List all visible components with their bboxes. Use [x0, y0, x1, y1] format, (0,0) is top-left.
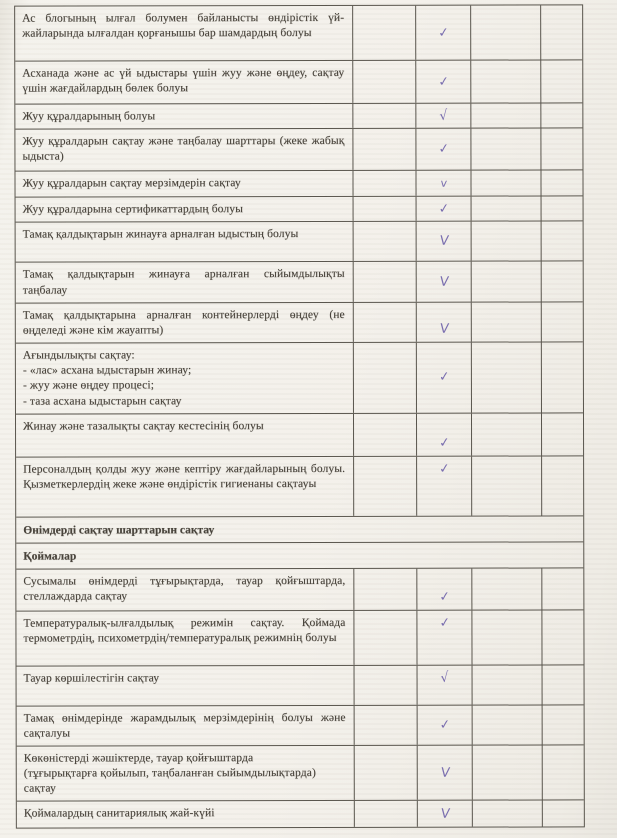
empty-cell	[353, 610, 416, 664]
requirement-text: Жуу құралдарына сертификаттардың болуы	[22, 203, 243, 216]
table-row	[16, 568, 583, 611]
table-row	[15, 60, 582, 104]
handwritten-checkmark: V	[439, 765, 451, 781]
check-cell	[415, 104, 470, 128]
table-row	[16, 197, 583, 223]
empty-cell	[540, 5, 582, 59]
empty-cell	[542, 705, 584, 744]
requirement-text: Персоналдың қолды жуу және кептіру жағдайларының болуы. Қызметкерлердің жеке және өндірістік гигиенаны сақтауы	[23, 462, 346, 491]
requirement-text: Жуу құралдарын сақтау мерзімдерін сақтау	[22, 177, 241, 190]
empty-cell	[472, 705, 542, 744]
requirement-text: Асханада және ас үй ыдыстары үшін жуу және өңдеу, сақтау үшін жағдайлардың бөлек болуы	[22, 66, 345, 95]
handwritten-checkmark: ✓	[436, 24, 450, 41]
empty-cell	[354, 705, 417, 744]
empty-cell	[353, 413, 416, 455]
handwritten-checkmark: ✓	[438, 588, 451, 605]
empty-cell	[353, 262, 416, 301]
requirement-text: Жуу құралдарының болуы	[22, 110, 156, 123]
table-row	[16, 302, 583, 344]
empty-cell	[352, 6, 415, 60]
table-row	[16, 413, 583, 457]
empty-cell	[472, 745, 542, 800]
empty-cell	[470, 60, 540, 102]
empty-cell	[354, 746, 417, 801]
empty-cell	[471, 262, 541, 301]
requirement-text: Тауар көршілестігін сақтау	[23, 671, 160, 685]
empty-cell	[354, 665, 417, 704]
table-row	[16, 342, 583, 414]
handwritten-checkmark: V	[439, 806, 451, 822]
check-cell	[416, 222, 471, 261]
empty-cell	[541, 413, 583, 455]
requirement-text: Тамақ қалдықтарын жинауға арналған сыйымдылықты таңбалау	[22, 268, 345, 297]
empty-cell	[541, 568, 583, 609]
requirement-text: Тамақ қалдықтарын жинауға арналған ыдыстың болуы	[22, 228, 299, 241]
empty-cell	[541, 262, 583, 301]
empty-cell	[541, 222, 583, 261]
empty-cell	[540, 60, 582, 102]
table-row	[16, 262, 583, 304]
table-row	[15, 129, 582, 172]
section-title: Қоймалар	[23, 550, 77, 563]
empty-cell	[352, 61, 415, 103]
requirement-text: Жуу құралдарын сақтау және таңбалау шарттары (жеке жабық ыдыста)	[22, 135, 345, 163]
table-row	[17, 705, 584, 747]
check-cell	[416, 456, 471, 515]
requirement-text: Жинау және тазалықты сақтау кестесінің болуы	[23, 419, 264, 433]
empty-cell	[353, 222, 416, 261]
check-cell	[417, 705, 472, 744]
table-row	[17, 745, 584, 802]
empty-cell	[541, 610, 583, 664]
check-cell	[416, 413, 471, 455]
empty-cell	[353, 568, 416, 609]
requirement-text: Температуралық-ылғалдылық режимін сақтау. Қоймада термометрдің, психометрдің/температуралық режимнің болуы	[23, 616, 346, 645]
check-cell	[416, 302, 471, 341]
empty-cell	[470, 103, 540, 127]
empty-cell	[541, 302, 583, 341]
empty-cell	[540, 171, 582, 196]
check-cell	[416, 197, 471, 221]
table-row	[15, 103, 582, 129]
check-cell	[416, 343, 471, 413]
check-cell	[416, 610, 471, 664]
empty-cell	[541, 456, 583, 515]
section-header-row	[16, 542, 583, 569]
table-row	[17, 665, 584, 706]
requirement-text: Ағындылықты сақтау: - «лас» асхана ыдыстарын жинау; - жуу және өңдеу процесі; - таза асхана ыдыстарын сақтау	[22, 349, 192, 408]
requirement-text: Ас блогының ылғал болумен байланысты өндірістік үй-жайларында ылғалдан қорғанышы бар шамдардың болуы	[22, 11, 345, 40]
table-row	[15, 5, 582, 61]
table-row	[16, 456, 583, 517]
empty-cell	[470, 5, 540, 59]
section-title: Өнімдерді сақтау шарттарын сақтау	[23, 523, 215, 537]
check-cell	[415, 61, 470, 103]
check-cell	[415, 171, 470, 196]
empty-cell	[471, 413, 541, 455]
empty-cell	[471, 568, 541, 609]
handwritten-checkmark: ✓	[437, 434, 451, 451]
handwritten-checkmark: √	[439, 669, 450, 687]
check-cell	[417, 665, 472, 704]
requirement-text: Қоймалардың санитариялық жай-күйі	[23, 807, 215, 821]
empty-cell	[470, 129, 540, 170]
handwritten-checkmark: ✓	[437, 369, 451, 386]
check-cell	[415, 129, 470, 170]
empty-cell	[541, 342, 583, 412]
empty-cell	[353, 343, 416, 413]
handwritten-checkmark: ✓	[437, 73, 450, 90]
empty-cell	[471, 197, 541, 221]
empty-cell	[471, 222, 541, 261]
empty-cell	[471, 302, 541, 341]
empty-cell	[352, 129, 415, 170]
empty-cell	[540, 103, 582, 127]
requirement-text: Көкөністерді жәшіктерде, тауар қойғыштарда (тұғырықтарға қойылып, таңбаланған сыйымдылықтарда) сақтау	[23, 752, 316, 795]
handwritten-checkmark: √	[438, 107, 448, 125]
handwritten-checkmark: ✓	[438, 716, 451, 734]
empty-cell	[471, 610, 541, 664]
empty-cell	[540, 129, 582, 170]
handwritten-checkmark: V	[438, 234, 449, 250]
empty-cell	[470, 171, 540, 196]
handwritten-checkmark: V	[438, 274, 450, 290]
requirement-text: Тамақ өнімдерінде жарамдылық мерзімдерінің болуы және сақталуы	[23, 711, 346, 740]
empty-cell	[472, 801, 542, 827]
empty-cell	[542, 665, 584, 704]
check-cell	[416, 262, 471, 301]
table-row	[16, 222, 583, 263]
check-cell	[417, 801, 472, 827]
section-header-row	[16, 516, 583, 543]
empty-cell	[541, 197, 583, 221]
requirement-text: Сусымалы өнімдерді тұғырықтарда, тауар қойғыштарда, стеллаждарда сақтау	[23, 574, 346, 603]
handwritten-checkmark: V	[438, 321, 450, 337]
checklist-table	[14, 4, 585, 829]
empty-cell	[352, 104, 415, 128]
table-row	[15, 171, 582, 198]
requirement-text: Тамақ қалдықтарына арналған контейнерлерді өңдеу (не өңделеді және кім жауапты)	[22, 308, 345, 337]
handwritten-checkmark: ✓	[437, 141, 450, 158]
handwritten-checkmark: ✓	[437, 460, 451, 477]
check-cell	[417, 746, 472, 801]
empty-cell	[352, 171, 415, 196]
empty-cell	[471, 456, 541, 515]
empty-cell	[353, 197, 416, 221]
empty-cell	[542, 801, 584, 827]
handwritten-checkmark: ✓	[438, 614, 451, 631]
table-row	[16, 610, 583, 666]
empty-cell	[471, 343, 541, 413]
empty-cell	[353, 456, 416, 515]
table-row	[17, 801, 584, 828]
empty-cell	[354, 801, 417, 827]
empty-cell	[542, 745, 584, 800]
empty-cell	[472, 665, 542, 704]
handwritten-checkmark: v	[439, 176, 448, 190]
check-cell	[415, 6, 470, 60]
handwritten-checkmark: ✓	[437, 200, 450, 217]
check-cell	[416, 568, 471, 609]
empty-cell	[353, 302, 416, 341]
